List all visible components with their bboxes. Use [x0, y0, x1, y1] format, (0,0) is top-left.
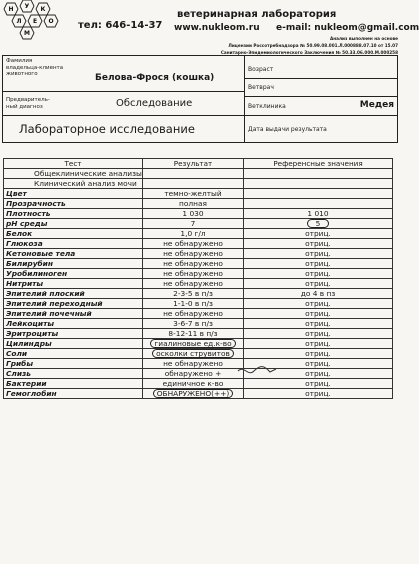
test-name: Слизь [4, 369, 143, 379]
table-row [4, 329, 393, 339]
reference-value: отриц. [244, 299, 393, 309]
test-name: Эпителий переходный [4, 299, 143, 309]
results-table [3, 158, 393, 399]
result-value: не обнаружено [143, 269, 244, 279]
table-row [4, 349, 393, 359]
circled-result: ОБНАРУЖЕНО(++) [153, 389, 234, 398]
reference-value: отриц. [244, 279, 393, 289]
reference-value: отриц. [244, 389, 393, 399]
result-value: не обнаружено [143, 249, 244, 259]
reference-value [244, 179, 393, 189]
reference-value [244, 219, 393, 229]
table-row [4, 189, 393, 199]
logo-letter: Н [8, 6, 14, 13]
circled-result: осколки струвитов [152, 349, 234, 358]
test-name: Плотность [4, 209, 143, 219]
table-row [4, 269, 393, 279]
result-date-label: Дата выдачи результата [248, 126, 327, 133]
test-name: Прозрачность [4, 199, 143, 209]
table-header-row [4, 159, 393, 169]
test-name: Билирубин [4, 259, 143, 269]
owner-label: Фамилия владельца-клиента животного [6, 58, 64, 77]
clinic-label: Ветклиника [248, 103, 286, 110]
reference-value: отриц. [244, 259, 393, 269]
reference-value: отриц. [244, 229, 393, 239]
prelim-diagnosis-label: Предваритель-ный диагноз [6, 97, 50, 110]
lab-title: ветеринарная лаборатория [177, 9, 337, 20]
clinic-value: Медея [359, 100, 394, 110]
result-value: не обнаружено [143, 309, 244, 319]
email-link[interactable]: e-mail: nukleom@gmail.com [276, 23, 419, 33]
result-value: темно-желтый [143, 189, 244, 199]
test-name: Лейкоциты [4, 319, 143, 329]
reference-value: отриц. [244, 339, 393, 349]
test-name: Грибы [4, 359, 143, 369]
circled-reference: 5 [307, 219, 330, 228]
table-row [4, 299, 393, 309]
lab-study-title: Лабораторное исследование [19, 122, 195, 136]
test-name: Бактерии [4, 379, 143, 389]
table-row [4, 249, 393, 259]
test-name: Гемоглобин [4, 389, 143, 399]
result-value: не обнаружено [143, 359, 244, 369]
result-value: 1 030 [143, 209, 244, 219]
reference-value: отриц. [244, 249, 393, 259]
license-info [190, 35, 398, 56]
result-value [143, 339, 244, 349]
website-link[interactable]: www.nukleom.ru [174, 23, 260, 33]
result-value: 3-6-7 в п/з [143, 319, 244, 329]
result-value: 1,0 г/л [143, 229, 244, 239]
result-value [143, 349, 244, 359]
reference-value: отриц. [244, 359, 393, 369]
table-row [4, 359, 393, 369]
test-name: Эпителий плоский [4, 289, 143, 299]
license-line: Санитарно-Эпидемиологического Заключения № 50.33.06.000.М.000258 [220, 50, 398, 55]
circled-result: гиалиновые ед.к-во [150, 339, 235, 348]
nukleom-logo [3, 0, 65, 40]
test-name: Эпителий почечный [4, 309, 143, 319]
test-name: Клинический анализ мочи [4, 179, 143, 189]
test-name: Глюкоза [4, 239, 143, 249]
handwritten-mark [236, 363, 278, 383]
test-name: Эритроциты [4, 329, 143, 339]
reference-value: отриц. [244, 329, 393, 339]
reference-value: отриц. [244, 379, 393, 389]
reference-value [244, 169, 393, 179]
result-value: 8-12-11 в п/з [143, 329, 244, 339]
reference-value [244, 189, 393, 199]
table-row [4, 229, 393, 239]
age-label: Возраст [248, 66, 274, 73]
phone-number: тел: 646-14-37 [78, 20, 163, 31]
result-value: не обнаружено [143, 239, 244, 249]
test-name: Кетоновые тела [4, 249, 143, 259]
header-reference: Референсные значения [244, 159, 393, 169]
test-name: Цилиндры [4, 339, 143, 349]
result-value [143, 179, 244, 189]
test-name: Общеклинические анализы [4, 169, 143, 179]
result-value: не обнаружено [143, 279, 244, 289]
header-result: Результат [143, 159, 244, 169]
reference-value: отриц. [244, 319, 393, 329]
test-name: Белок [4, 229, 143, 239]
table-row [4, 309, 393, 319]
test-name: Уробилиноген [4, 269, 143, 279]
result-value: 1-1-0 в п/з [143, 299, 244, 309]
owner-value: Белова-Фрося (кошка) [95, 73, 215, 83]
prelim-diagnosis-value: Обследование [116, 98, 193, 109]
logo-letter: К [40, 6, 46, 13]
table-row [4, 199, 393, 209]
test-name: pH среды [4, 219, 143, 229]
logo-letter: У [24, 3, 30, 10]
test-name: Соли [4, 349, 143, 359]
table-row [4, 259, 393, 269]
result-value: 2-3-5 в п/з [143, 289, 244, 299]
result-value: 7 [143, 219, 244, 229]
result-value: единичное к-во [143, 379, 244, 389]
logo-letter: О [48, 18, 54, 25]
reference-value [244, 199, 393, 209]
reference-value: отриц. [244, 239, 393, 249]
result-value: обнаружено + [143, 369, 244, 379]
table-row [4, 369, 393, 379]
table-row [4, 239, 393, 249]
reference-value: 1 010 [244, 209, 393, 219]
patient-info-grid [2, 55, 398, 143]
result-value: полная [143, 199, 244, 209]
table-row [4, 379, 393, 389]
table-row [4, 319, 393, 329]
test-name: Нитриты [4, 279, 143, 289]
result-value: не обнаружено [143, 259, 244, 269]
reference-value: отриц. [244, 269, 393, 279]
table-row [4, 169, 393, 179]
license-line: Лицензии Россотребнадзора № 50.99.08.001.Л.000888.07.10 от 15.07 [228, 43, 398, 48]
vet-label: Ветврач [248, 84, 274, 91]
test-name: Цвет [4, 189, 143, 199]
table-row [4, 389, 393, 399]
table-row [4, 219, 393, 229]
logo-letter: Л [16, 18, 22, 25]
table-row [4, 209, 393, 219]
reference-value: отриц. [244, 349, 393, 359]
table-row [4, 179, 393, 189]
header-test: Тест [4, 159, 143, 169]
table-row [4, 339, 393, 349]
logo-letter: М [24, 30, 30, 37]
reference-value: до 4 в пз [244, 289, 393, 299]
reference-value: отриц. [244, 369, 393, 379]
logo-letter: Е [32, 18, 38, 25]
table-row [4, 279, 393, 289]
table-row [4, 289, 393, 299]
license-line: Анализ выполнен на основе [329, 36, 398, 41]
result-value [143, 389, 244, 399]
reference-value: отриц. [244, 309, 393, 319]
result-value [143, 169, 244, 179]
